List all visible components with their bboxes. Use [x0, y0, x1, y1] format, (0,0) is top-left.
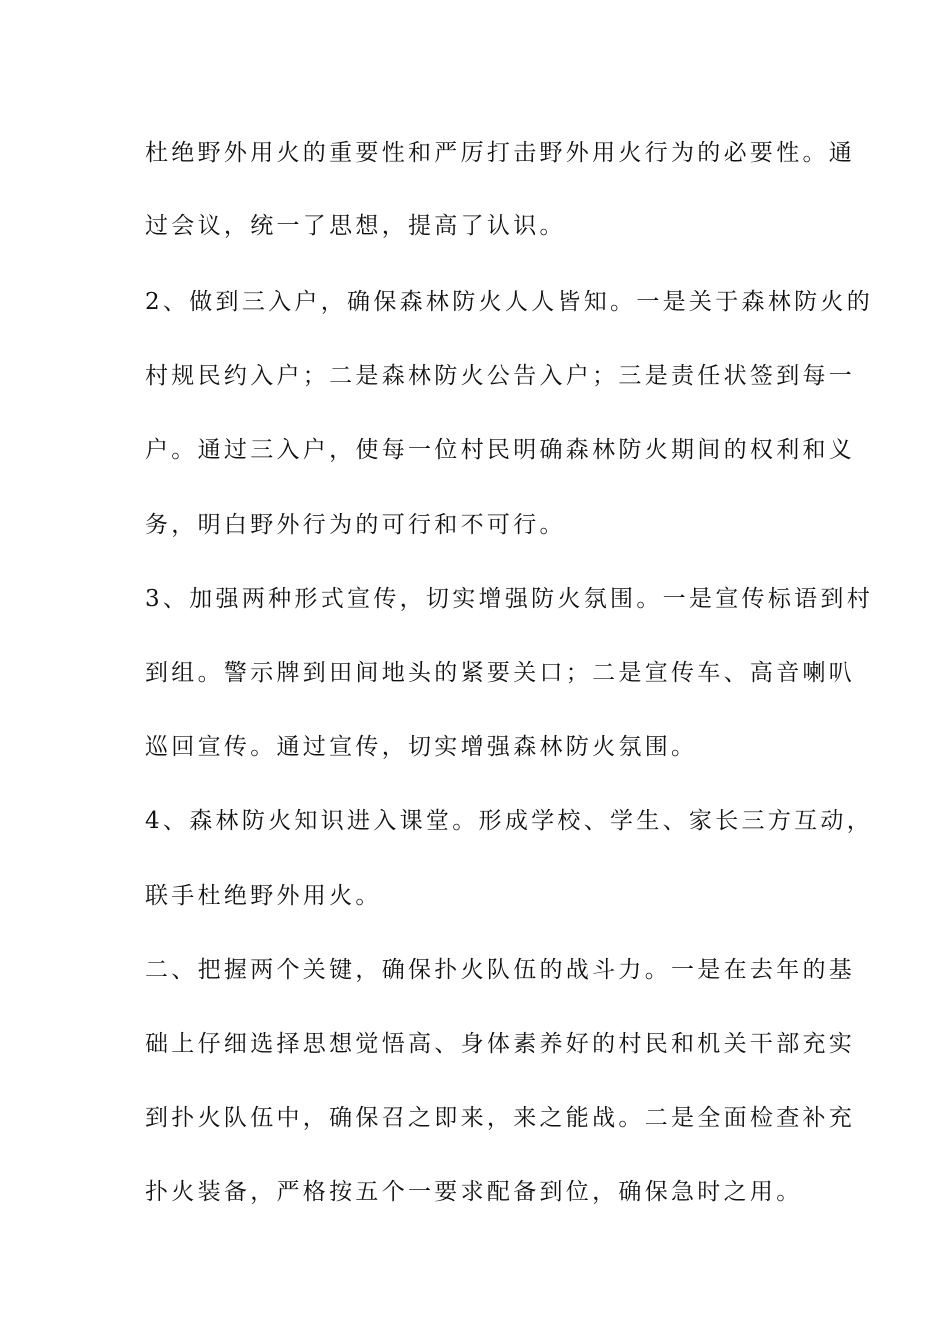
text-line: 过会议，统一了思想，提高了认识。 — [145, 213, 566, 239]
text-line: 扑火装备，严格按五个一要求配备到位，确保急时之用。 — [145, 1179, 803, 1205]
text-line: 杜绝野外用火的重要性和严厉打击野外用火行为的必要性。通 — [145, 140, 856, 166]
text-line: 2、做到三入户，确保森林防火人人皆知。一是关于森林防火的 — [145, 289, 874, 315]
text-line: 到扑火队伍中，确保召之即来，来之能战。二是全面检查补充 — [145, 1105, 856, 1131]
text-line: 务，明白野外行为的可行和不可行。 — [145, 512, 566, 538]
text-line: 户。通过三入户，使每一位村民明确森林防火期间的权利和义 — [145, 437, 856, 463]
text-line: 到组。警示牌到田间地头的紧要关口；二是宣传车、高音喇叭 — [145, 660, 856, 686]
text-line: 联手杜绝野外用火。 — [145, 883, 382, 909]
text-line: 村规民约入户；二是森林防火公告入户；三是责任状签到每一 — [145, 363, 856, 389]
text-line: 础上仔细选择思想觉悟高、身体素养好的村民和机关干部充实 — [145, 1031, 856, 1057]
text-line: 巡回宣传。通过宣传，切实增强森林防火氛围。 — [145, 734, 698, 760]
text-line: 3、加强两种形式宣传，切实增强防火氛围。一是宣传标语到村 — [145, 586, 874, 612]
text-line: 二、把握两个关键，确保扑火队伍的战斗力。一是在去年的基 — [145, 957, 856, 983]
text-line: 4、森林防火知识进入课堂。形成学校、学生、家长三方互动， — [145, 808, 874, 834]
